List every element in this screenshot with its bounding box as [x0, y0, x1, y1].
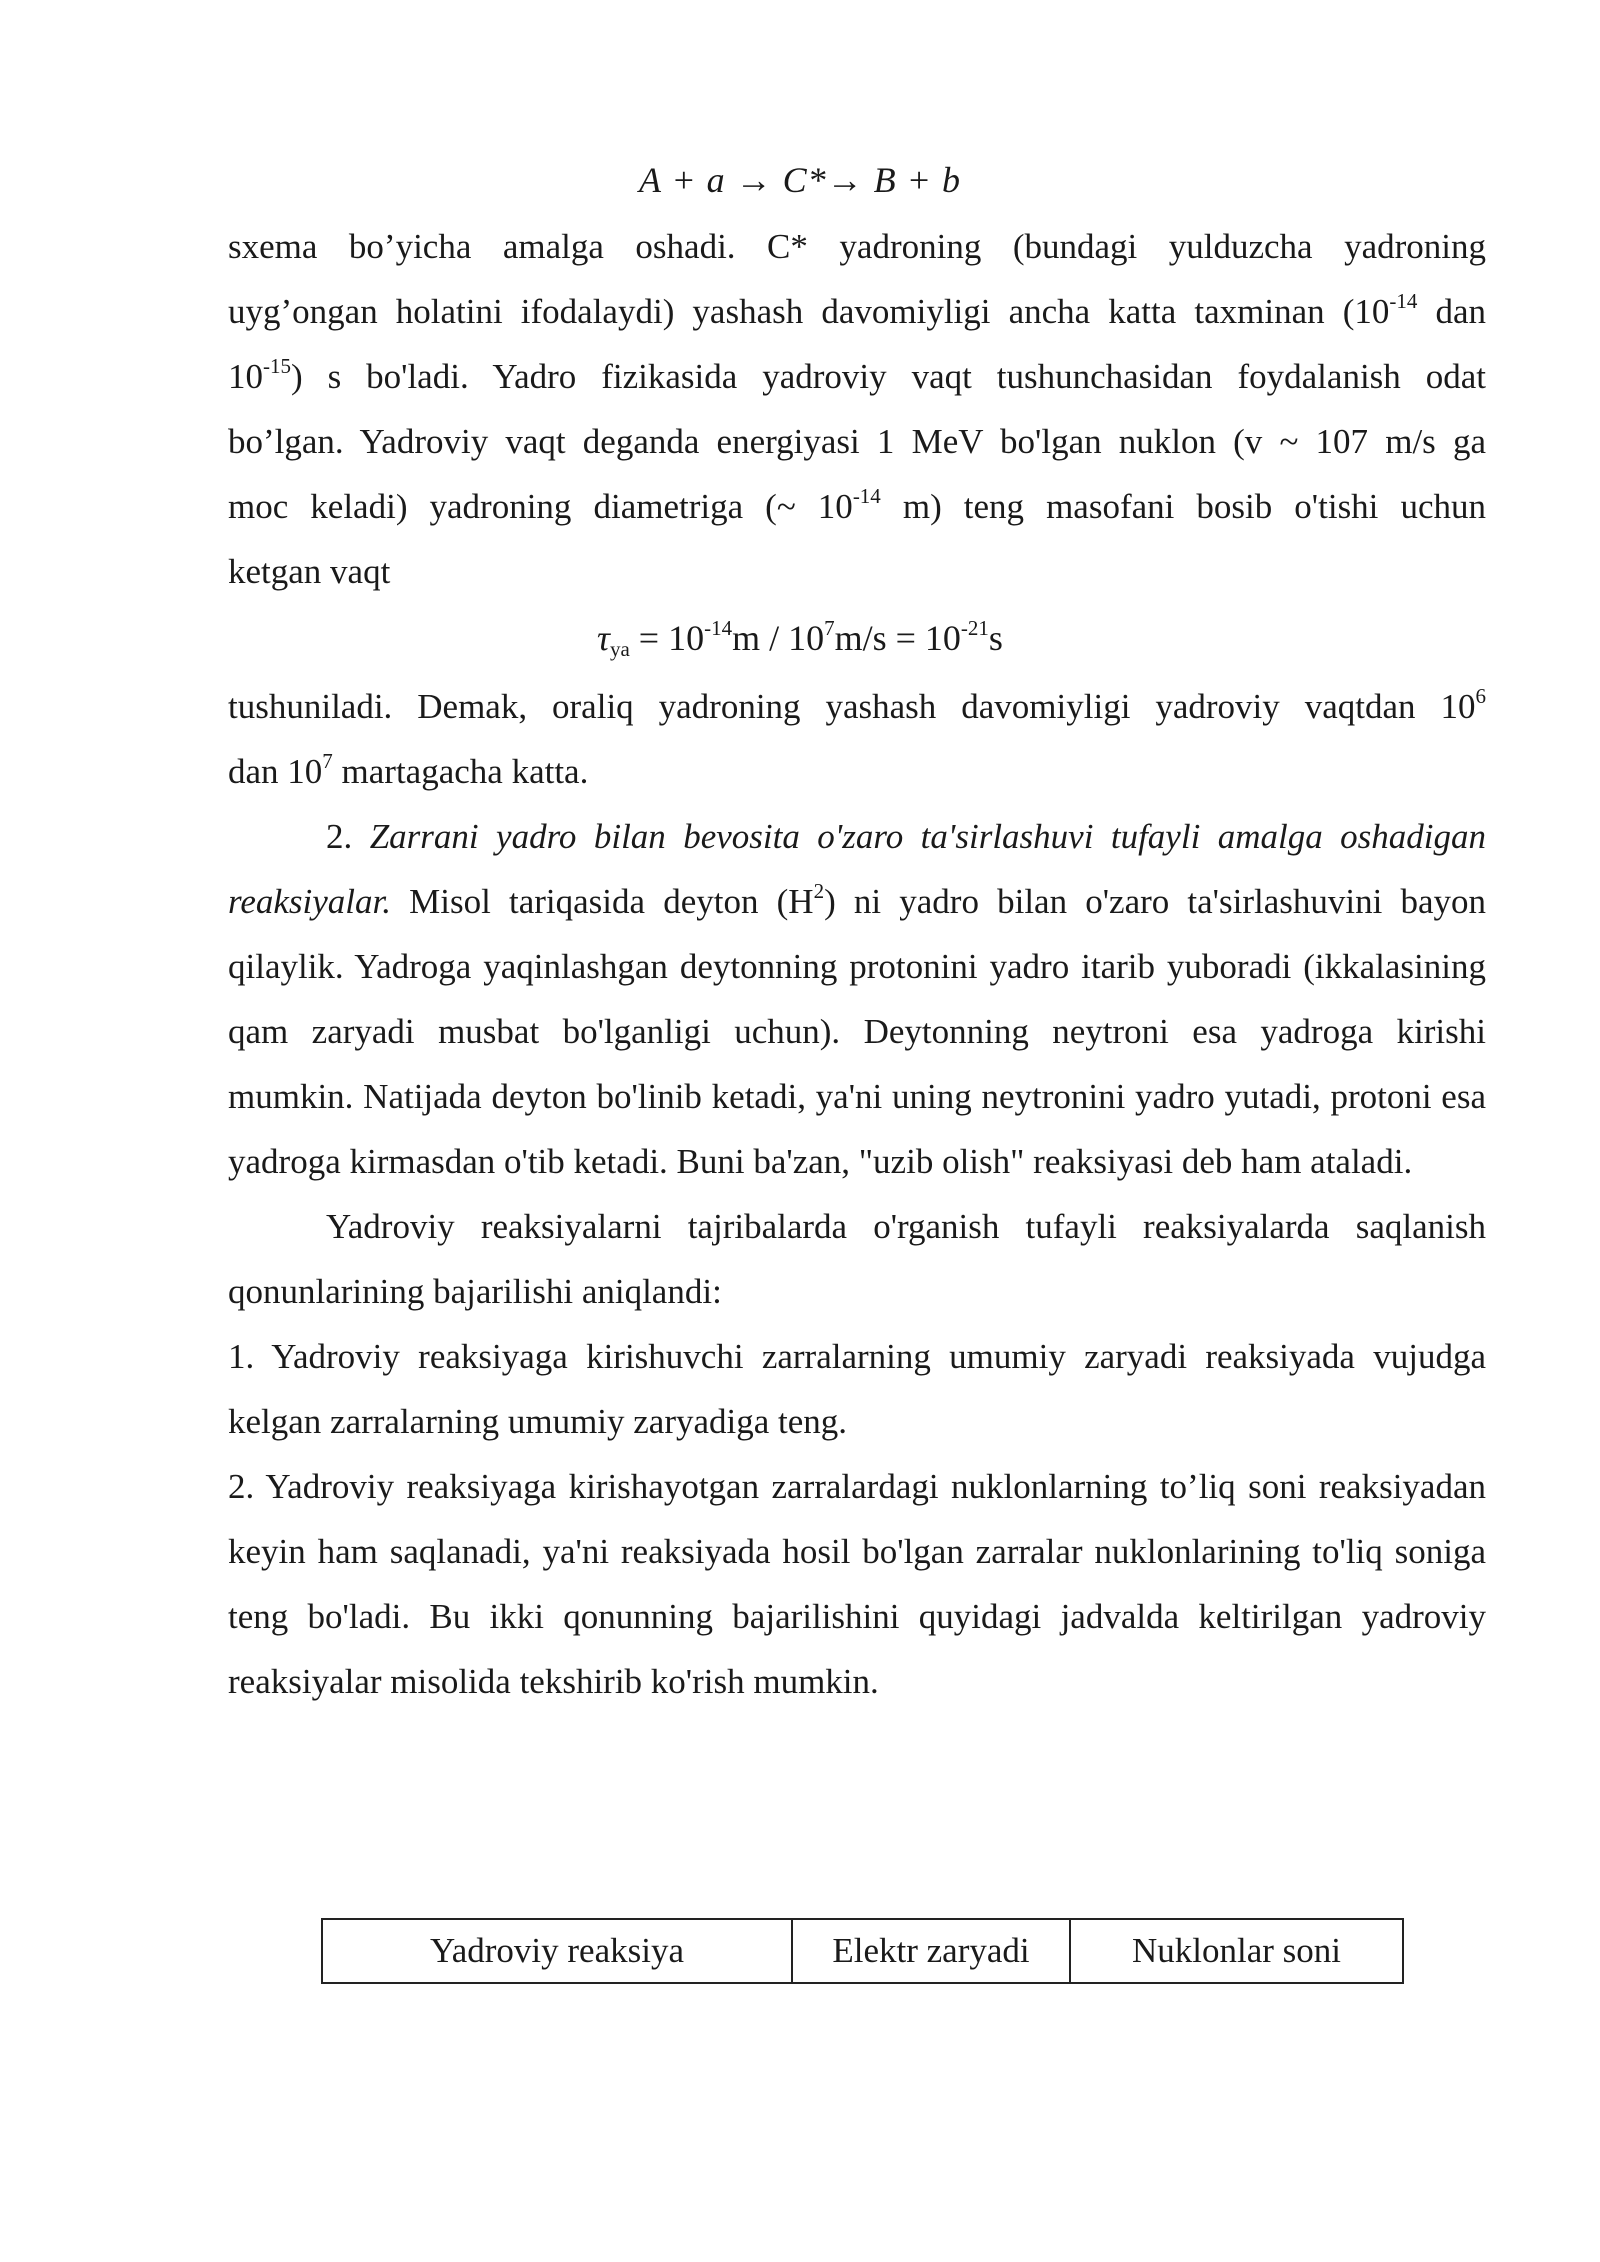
text-line [228, 214, 1486, 279]
column-header-reaction: Yadroviy reaksiya [322, 1919, 792, 1983]
exponent: 2 [813, 879, 825, 903]
text-span: 10 [228, 357, 263, 396]
text-line [228, 674, 1486, 739]
list-number: 2. [326, 817, 370, 856]
reactions-table [321, 1918, 1404, 1984]
paragraph-conservation-laws: Yadroviy reaksiyalarni tajribalarda o'rganish tufayli reaksiyalarda saqlanish qonunlarining bajarilishi aniqlandi: [228, 1207, 1486, 1311]
text-span: sxema bo’yicha amalga oshadi. C* yadroning (bundagi yulduzcha yadroning [228, 227, 1486, 266]
text-span: moc keladi) yadroning diametriga (~ 10 [228, 487, 853, 526]
formula-part: s [988, 618, 1003, 658]
text-span: ) s bo'ladi. Yadro fizikasida yadroviy vaqt tushunchasidan foydalanish odat [291, 357, 1486, 396]
law-nucleon-conservation: 2. Yadroviy reaksiyaga kirishayotgan zarralardagi nuklonlarning to’liq soni reaksiyadan keyin ham saqlanadi, ya'ni reaksiyada hosil bo'lgan zarralar nuklonlarining to'liq soniga teng bo'ladi. Bu ikki qonunning bajarilishini quyidagi jadvalda keltirilgan yadroviy reaksiyalar misolida tekshirib ko'rish mumkin. [228, 1467, 1486, 1701]
table-header-row [322, 1919, 1403, 1983]
text-line [228, 539, 1486, 604]
paragraph-compound-nucleus [228, 214, 1486, 604]
exponent: -14 [1389, 289, 1418, 313]
formula-part: m/s = 10 [834, 618, 961, 658]
tau-symbol: τ [597, 618, 610, 658]
column-header-nucleons: Nuklonlar soni [1070, 1919, 1403, 1983]
nuclear-time-formula [0, 616, 1600, 661]
text-span: dan [1417, 292, 1486, 331]
paragraph-direct-reactions [228, 804, 1486, 1194]
text-span: ketgan vaqt [228, 552, 391, 591]
text-line [228, 409, 1486, 474]
subscript: ya [609, 637, 630, 661]
exponent: 6 [1475, 684, 1486, 708]
text-span: tushuniladi. Demak, oraliq yadroning yashash davomiyligi yadroviy vaqtdan 10 [228, 687, 1476, 726]
text-span: Misol tariqasida deyton (H [391, 882, 814, 921]
exponent: -14 [852, 484, 881, 508]
formula-part: m / 10 [732, 618, 825, 658]
formula-part: = 10 [629, 618, 705, 658]
exponent: -21 [960, 616, 989, 640]
text-span: dan 10 [228, 752, 323, 791]
text-span: bo’lgan. Yadroviy vaqt deganda energiyasi 1 MeV bo'lgan nuklon (v ~ 107 m/s ga [228, 422, 1486, 461]
exponent: 7 [824, 616, 835, 640]
exponent: -15 [263, 354, 291, 378]
exponent: 7 [322, 749, 333, 773]
text-span: uyg’ongan holatini ifodalaydi) yashash davomiyligi ancha katta taxminan (10 [228, 292, 1390, 331]
text-span: martagacha katta. [332, 752, 589, 791]
text-line [228, 344, 1486, 409]
reaction-formula: A + a → C*→ B + b [639, 160, 961, 200]
text-line [228, 739, 1486, 804]
text-line [228, 474, 1486, 539]
law-charge-conservation: 1. Yadroviy reaksiyaga kirishuvchi zarralarning umumiy zaryadi reaksiyada vujudga kelgan zarralarning umumiy zaryadiga teng. [228, 1337, 1486, 1441]
text-span: m) teng masofani bosib o'tishi uchun [880, 487, 1486, 526]
text-line [228, 279, 1486, 344]
italic-heading: Zarrani yadro bilan bevosita o'zaro ta'sirlashuvi tufayli amalga oshadigan reaksiyalar. [228, 817, 1487, 921]
main-text-block [228, 674, 1486, 1714]
exponent: -14 [704, 616, 733, 640]
text-span: ) ni yadro bilan o'zaro ta'sirlashuvini bayon qilaylik. Yadroga yaqinlashgan deytonning protonini yadro itarib yuboradi (ikkalasining qam zaryadi musbat bo'lganligi uchun). Deytonning neytroni esa yadroga kirishi mumkin. Natijada deyton bo'linib ketadi, ya'ni uning neytronini yadro yutadi, protoni esa yadroga kirmasdan o'tib ketadi. Buni ba'zan, "uzib olish" reaksiyasi deb ham ataladi. [228, 882, 1487, 1181]
column-header-charge: Elektr zaryadi [792, 1919, 1070, 1983]
